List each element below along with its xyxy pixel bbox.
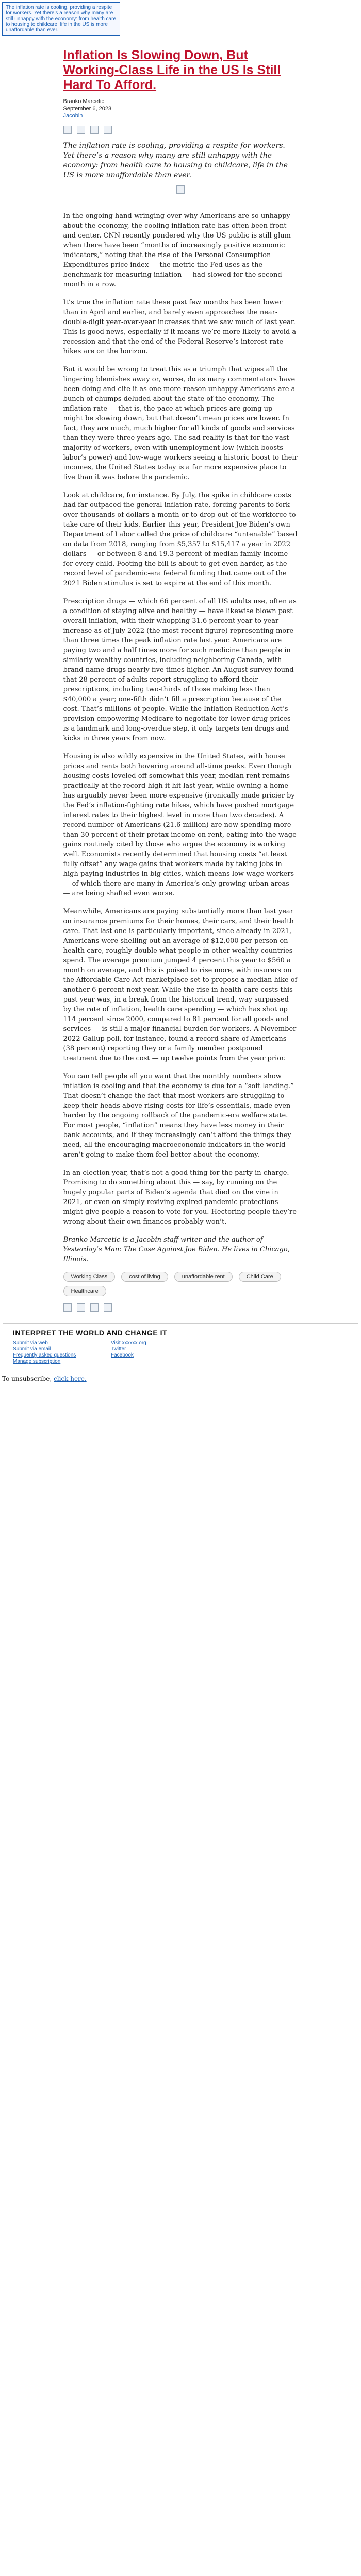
share-icons-bottom: [63, 1303, 298, 1312]
link-icon[interactable]: [104, 1303, 112, 1312]
byline: [63, 98, 298, 120]
tag-working-class[interactable]: Working Class: [63, 1272, 116, 1282]
author-bio: Branko Marcetic is a Jacobin staff writer and the author of Yesterday’s Man: The Case Against Joe Biden. He lives in Chicago, Illinois.: [63, 1236, 290, 1263]
tag-healthcare[interactable]: Healthcare: [63, 1286, 106, 1296]
paragraph: In the ongoing hand-wringing over why Americans are so unhappy about the economy, the cooling inflation rate has often been front and center. CNN recently pondered why the US public is still glum when there have been “months of increasingly positive economic indicators,” noting that the rise of the Personal Consumption Expenditures price index — the metric the Fed uses as the benchmark for measuring inflation — had slowed for the second month in a row.: [63, 212, 291, 289]
visit-site-link[interactable]: Visit xxxxxx.org: [111, 1340, 146, 1346]
unsubscribe-line: [2, 1375, 361, 1382]
paragraph: Look at childcare, for instance. By July, the spike in childcare costs had far outpaced the general inflation rate, forcing parents to fork over thousands of dollars a month or to drop out of the workforce to take care of their kids. Earlier this year, President Joe Biden’s own Department of Labor called the price of childcare “untenable” based on data from 2018, ranging from $5,357 to $15,417 a year in 2022 dollars — or between 8 and 19.3 percent of median family income for every child. Footing the bill is about to get even harder, as the record level of pandemic-era federal funding that came out of the 2021 Biden stimulus is set to expire at the end of this month.: [63, 492, 298, 587]
paragraph: Meanwhile, Americans are paying substantially more than last year on insurance premiums for their homes, their cars, and their health care. That last one is particularly important, since already in 2021, Americans were shelling out an average of $12,000 per person on health care, roughly double what people in other wealthy countries spend. The average premium jumped 4 percent this year to $560 a month on average, and this is poised to rise more, with insurers on the Affordable Care Act marketplace set to propose a median hike of another 6 percent next year. While the rise in health care costs this past year was, in a break from the historical trend, way surpassed by the rate of inflation, health care spending — which has shot up 114 percent since 2000, compared to 81 percent for all goods and services — is still a major financial burden for workers. A November 2022 Gallup poll, for instance, found a record share of Americans (38 percent) reporting they or a family member postponed treatment due to the cost — up twelve points from the year prior.: [63, 908, 298, 1062]
footer-right-column: [111, 1340, 209, 1365]
paragraph: It’s true the inflation rate these past few months has been lower than in April and earlier, and barely even approaches the near-double-digit year-over-year increases that we saw much of last year. This is good news, especially if it means we’re more likely to avoid a recession and that the end of the Federal Reserve’s interest rate hikes are on the horizon.: [63, 299, 297, 355]
twitter-icon[interactable]: [77, 1303, 85, 1312]
footer-links: [13, 1340, 358, 1365]
paragraph: Prescription drugs — which 66 percent of all US adults use, often as a condition of staying alive and healthy — have likewise blown past overall inflation, with their whopping 31.6 percent year-to-year increase as of July 2022 (the most recent figure) representing more than three times the peak inflation rate last year. Americans are paying two and a half times more for such medicine than people in similarly wealthy countries, including neighboring Canada, with brand-name drugs nearly five times higher. An August survey found that 28 percent of adults report struggling to afford their prescriptions, including two-thirds of those making less than $40,000 a year; one-fifth didn’t fill a prescription because of the cost. That’s millions of people. While the Inflation Reduction Act’s provision empowering Medicare to negotiate for lower drug prices is a landmark and long-overdue step, it only targets ten drugs and kicks in three years from now.: [63, 598, 297, 742]
twitter-link[interactable]: Twitter: [111, 1346, 126, 1352]
footer-heading: INTERPRET THE WORLD AND CHANGE IT: [13, 1329, 168, 1337]
tag-unaffordable-rent[interactable]: unaffordable rent: [174, 1272, 233, 1282]
facebook-icon[interactable]: [63, 1303, 72, 1312]
author-name: Branko Marcetic: [63, 98, 104, 105]
article-body: [63, 211, 298, 1227]
paragraph: In an election year, that’s not a good thing for the party in charge. Promising to do something about this — say, by running on the hugely popular parts of Biden’s agenda that died on the vine in 2021, or even on simply reviving expired pandemic protections — might give people a reason to vote for you. Hectoring people they’re wrong about their own finances probably won’t.: [63, 1169, 297, 1226]
facebook-icon[interactable]: [63, 126, 72, 134]
article-dek: The inflation rate is cooling, providing a respite for workers. Yet there’s a reason why many are still unhappy with the economy: from health care to housing to childcare, life in the US is more unaffordable than ever.: [63, 142, 288, 179]
email-icon[interactable]: [90, 126, 99, 134]
submit-web-link[interactable]: Submit via web: [13, 1340, 48, 1346]
article: [63, 48, 298, 1312]
unsubscribe-link[interactable]: click here.: [54, 1375, 87, 1382]
unsubscribe-text: To unsubscribe,: [2, 1375, 52, 1382]
paragraph: You can tell people all you want that the monthly numbers show inflation is cooling and that the economy is due for a “soft landing.” That doesn’t change the fact that most workers are struggling to keep their heads above rising costs for life’s essentials, made even harder by the ongoing rollback of the pandemic-era welfare state. For most people, “inflation” means they have less money in their bank accounts, and if they increasingly can’t afford the things they need, all the encouraging macroeconomic indicators in the world aren’t going to make them feel better about the economy.: [63, 1073, 294, 1159]
paragraph: But it would be wrong to treat this as a triumph that wipes all the lingering blemishes away or, worse, do as many commentators have been doing and cite it as one more reason unhappy Americans are a bunch of chumps deluded about the state of the economy. The inflation rate — that is, the pace at which prices are going up — might be slowing down, but that doesn’t mean prices are lower. In fact, they are much, much higher for all kinds of goods and services than they were three years ago. The sad reality is that for the vast majority of workers, even with unemployment low (which boosts labor’s power) and low-wage workers seeing a historic boost to their incomes, the United States today is a far more expensive place to live than it was before the pandemic.: [63, 366, 298, 481]
manage-subscription-link[interactable]: Manage subscription: [13, 1359, 61, 1364]
link-icon[interactable]: [104, 126, 112, 134]
tag-child-care[interactable]: Child Care: [239, 1272, 281, 1282]
facebook-link[interactable]: Facebook: [111, 1352, 134, 1358]
article-headline[interactable]: Inflation Is Slowing Down, But Working-Class Life in the US Is Still Hard To Afford.: [63, 48, 281, 92]
submit-email-link[interactable]: Submit via email: [13, 1346, 51, 1352]
newsletter-footer: [3, 1323, 358, 1365]
publication-link[interactable]: Jacobin: [63, 113, 83, 119]
tag-list: [63, 1272, 298, 1296]
share-icons-top: [63, 126, 298, 134]
hero-image-icon: [176, 185, 185, 194]
faq-link[interactable]: Frequently asked questions: [13, 1352, 76, 1358]
publish-date: September 6, 2023: [63, 106, 112, 112]
preheader-text: The inflation rate is cooling, providing a respite for workers. Yet there’s a reason why many are still unhappy with the economy: from health care to housing to childcare, life in the US is more unaffordable than ever.: [2, 2, 120, 36]
footer-left-column: [13, 1340, 111, 1365]
paragraph: Housing is also wildly expensive in the United States, with house prices and rents both hovering around all-time peaks. Even though housing costs leveled off somewhat this year, median rent remains practically at the record high it hit last year, while owning a home has arguably never been more expensive (ironically made pricier by the Fed’s inflation-fighting rate hikes, which have pushed mortgage interest rates to their highest level in more than two decades). A record number of Americans (21.6 million) are now spending more than 30 percent of their pretax income on rent, eating into the wage gains routinely cited by those who argue the economy is working well. Economists recently determined that housing costs “at least fully offset” any wage gains that workers made by taking jobs in high-paying industries in big cities, which means low-wage workers — of which there are many in America’s only growing urban areas — are being shafted even worse.: [63, 753, 297, 897]
email-icon[interactable]: [90, 1303, 99, 1312]
tag-cost-of-living[interactable]: cost of living: [121, 1272, 168, 1282]
twitter-icon[interactable]: [77, 126, 85, 134]
